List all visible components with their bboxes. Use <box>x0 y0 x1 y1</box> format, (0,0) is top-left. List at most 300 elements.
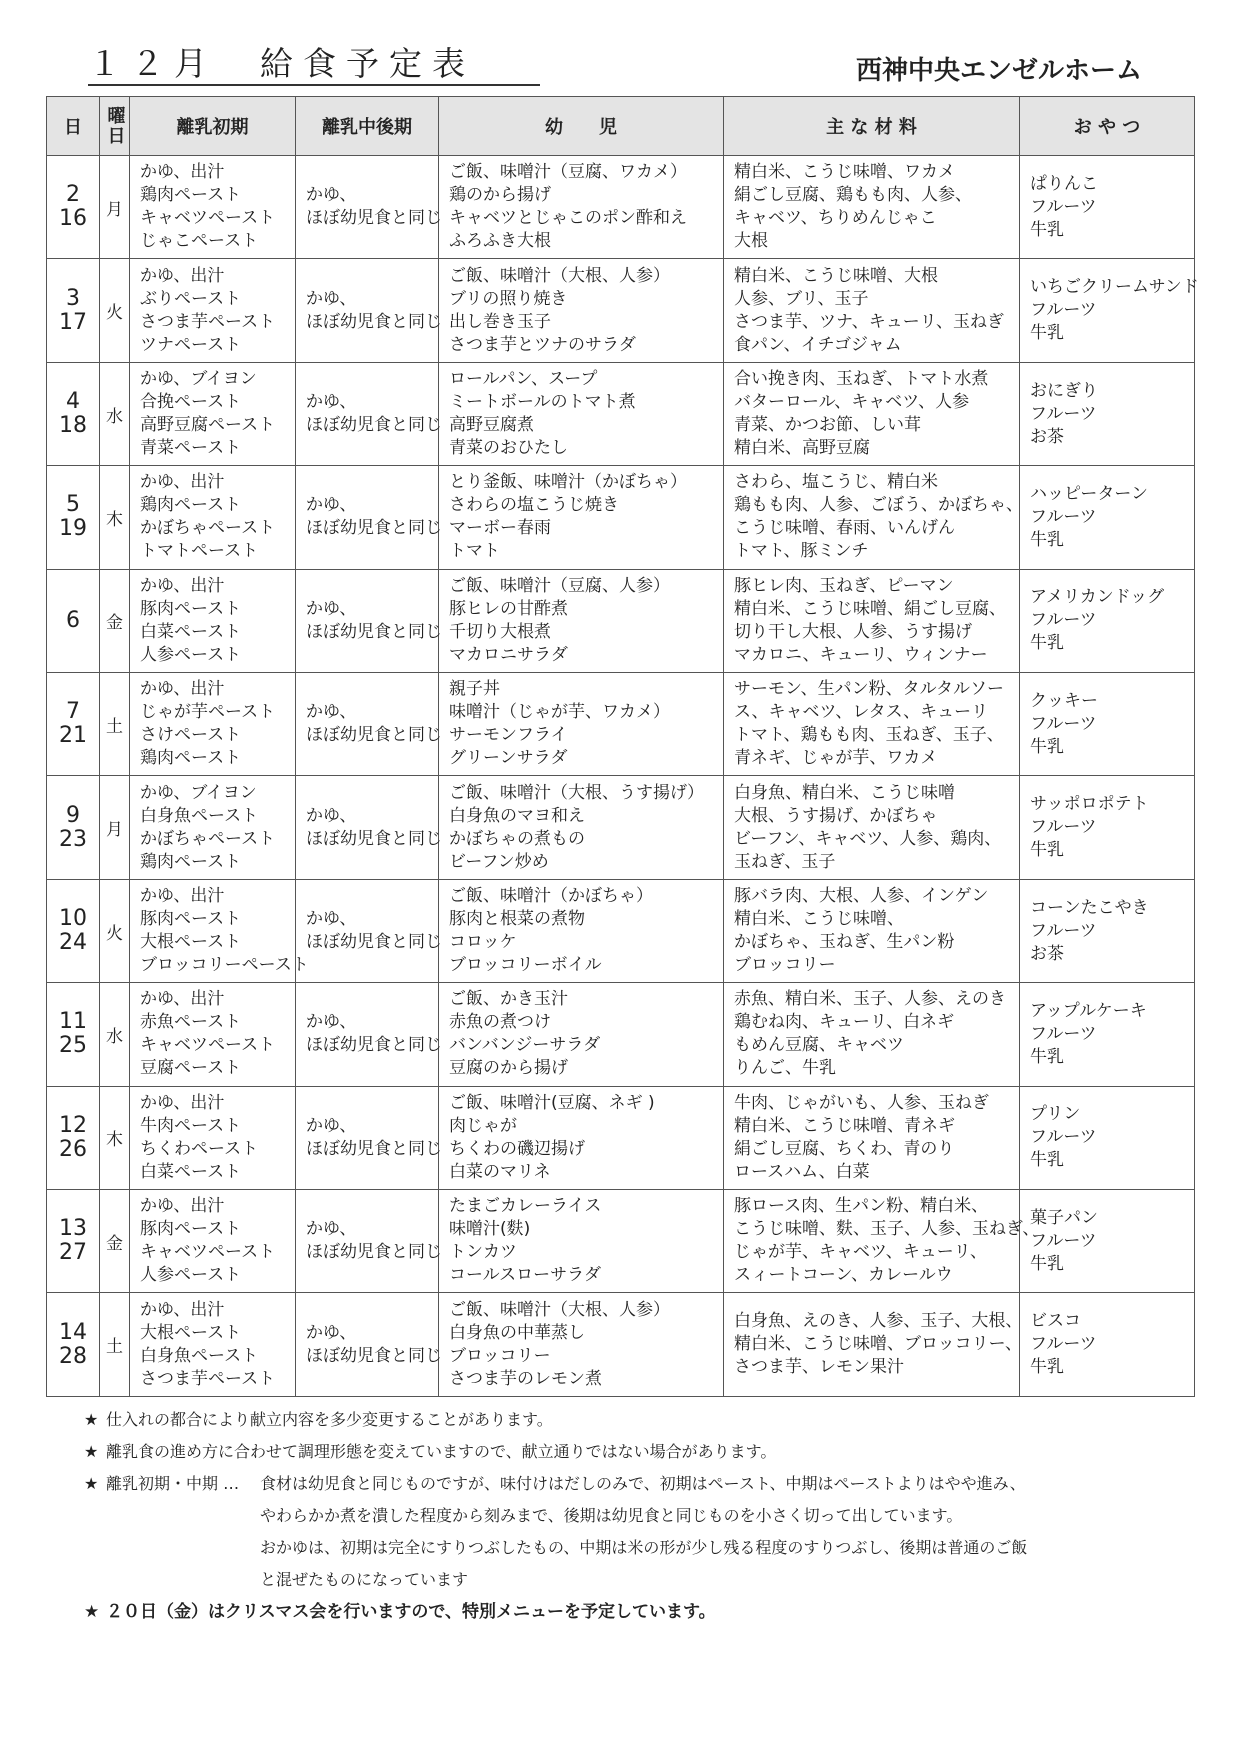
child-menu-cell-line: 豚肉と根菜の煮物 <box>449 909 585 930</box>
star-icon: ★ <box>84 1474 99 1493</box>
child-menu-cell-line: 白菜のマリネ <box>449 1161 551 1182</box>
weaning-early-cell-line: かゆ、出汁 <box>140 1196 225 1217</box>
ingredients-cell <box>724 776 1020 879</box>
ingredients-cell-line: 豚ロース肉、生パン粉、精白米、 <box>734 1196 989 1217</box>
organization-name: 西神中央エンゼルホーム <box>855 56 1142 86</box>
snack-cell-line: フルーツ <box>1030 920 1097 941</box>
snack-cell-line: いちごクリームサンド <box>1030 277 1199 298</box>
ingredients-cell-line: りんご、牛乳 <box>734 1058 836 1079</box>
weaning-early-cell <box>130 362 296 465</box>
child-menu-cell-line: グリーンサラダ <box>449 748 568 769</box>
snack-cell <box>1020 1190 1195 1293</box>
table-row <box>47 466 1195 569</box>
snack-cell-line: お茶 <box>1030 943 1064 964</box>
date-cell <box>47 1086 100 1189</box>
child-menu-cell-line: ロールパン、スープ <box>449 369 598 390</box>
col-header-weaning-early: 離乳初期 <box>130 97 296 156</box>
child-menu-cell-line: ちくわの磯辺揚げ <box>449 1138 585 1159</box>
child-menu-cell-line: コールスローサラダ <box>449 1265 601 1286</box>
child-menu-cell-line: さつま芋のレモン煮 <box>449 1368 602 1389</box>
ingredients-cell <box>724 673 1020 776</box>
snack-cell <box>1020 569 1195 672</box>
weaning-mid-cell-line: ほぼ幼児食と同じ <box>306 1138 442 1159</box>
weekday-cell: 火 <box>100 259 130 362</box>
child-menu-cell-line: 高野豆腐煮 <box>449 415 534 436</box>
weaning-early-cell-line: さけペースト <box>140 725 242 746</box>
col-header-weaning-mid: 離乳中後期 <box>296 97 439 156</box>
child-menu-cell-line: ご飯、味噌汁（大根、人参） <box>449 265 670 286</box>
snack-cell <box>1020 983 1195 1086</box>
weaning-early-cell-line: じゃが芋ペースト <box>140 702 276 723</box>
child-menu-cell <box>439 466 724 569</box>
weaning-early-cell-line: 合挽ペースト <box>140 392 242 413</box>
date-cell <box>47 569 100 672</box>
weaning-early-cell-line: 鶏肉ペースト <box>140 495 242 516</box>
date-cell <box>47 259 100 362</box>
ingredients-cell-line: 精白米、こうじ味噌、絹ごし豆腐、 <box>734 598 1006 619</box>
child-menu-cell-line: キャベツとじゃこのポン酢和え <box>449 208 687 229</box>
date-cell-line: 2 <box>66 182 80 208</box>
snack-cell-line: 牛乳 <box>1030 529 1064 550</box>
ingredients-cell-line: スィートコーン、カレールウ <box>734 1265 953 1286</box>
note-text: 仕入れの都合により献立内容を多少変更することがあります。 <box>106 1410 553 1429</box>
weaning-early-cell-line: かぼちゃペースト <box>140 518 276 539</box>
weaning-mid-cell-line: かゆ、 <box>306 288 357 309</box>
child-menu-cell-line: トンカツ <box>449 1242 517 1263</box>
note-text: 離乳食の進め方に合わせて調理形態を変えていますので、献立通りではない場合があります。 <box>106 1442 777 1461</box>
ingredients-cell-line: さつま芋、ツナ、キューリ、玉ねぎ <box>734 311 1004 332</box>
child-menu-cell <box>439 1293 724 1397</box>
snack-cell-line: アップルケーキ <box>1030 1000 1147 1021</box>
child-menu-cell <box>439 673 724 776</box>
weaning-mid-cell-line: ほぼ幼児食と同じ <box>306 621 442 642</box>
weaning-early-cell-line: トマトペースト <box>140 541 259 562</box>
child-menu-cell-line: ご飯、味噌汁（かぼちゃ） <box>449 886 653 907</box>
menu-body <box>47 156 1199 1397</box>
child-menu-cell <box>439 259 724 362</box>
table-row <box>47 673 1195 776</box>
weekday-cell: 月 <box>100 156 130 259</box>
snack-cell-line: フルーツ <box>1030 403 1097 424</box>
table-row <box>47 569 1195 672</box>
date-cell-line: 27 <box>59 1240 87 1266</box>
child-menu-cell <box>439 983 724 1086</box>
child-menu-cell-line: ご飯、味噌汁（豆腐、ワカメ） <box>449 162 687 183</box>
date-cell-line: 4 <box>66 389 80 415</box>
table-header-row <box>47 97 1195 156</box>
snack-cell-line: クッキー <box>1030 690 1098 711</box>
weaning-mid-cell-line: ほぼ幼児食と同じ <box>306 1345 442 1366</box>
weaning-early-cell-line: ちくわペースト <box>140 1138 259 1159</box>
child-menu-cell-line: マーボー春雨 <box>449 518 551 539</box>
date-cell-line: 5 <box>66 492 80 518</box>
weaning-mid-cell-line: ほぼ幼児食と同じ <box>306 1242 442 1263</box>
ingredients-cell <box>724 1086 1020 1189</box>
weaning-mid-cell <box>296 259 442 362</box>
child-menu-cell-line: コロッケ <box>449 932 517 953</box>
ingredients-cell-line: 絹ごし豆腐、鶏もも肉、人参、 <box>734 185 972 206</box>
weekday-cell: 土 <box>100 1293 130 1397</box>
table-row <box>47 156 1195 259</box>
weaning-early-cell-line: かゆ、出汁 <box>140 886 225 907</box>
weaning-early-cell-line: かゆ、出汁 <box>140 162 225 183</box>
weaning-early-cell-line: ツナペースト <box>140 334 242 355</box>
col-header-date: 日 <box>47 97 100 156</box>
ingredients-cell <box>724 156 1020 259</box>
child-menu-cell-line: トマト <box>449 541 500 562</box>
snack-cell <box>1020 776 1195 879</box>
ingredients-cell-line: 精白米、こうじ味噌、ブロッコリー、 <box>734 1334 1022 1355</box>
child-menu-cell-line: ビーフン炒め <box>449 851 549 872</box>
ingredients-cell-line: 白身魚、精白米、こうじ味噌 <box>734 782 955 803</box>
weaning-early-cell-line: 牛肉ペースト <box>140 1115 242 1136</box>
child-menu-cell-line: かぼちゃの煮もの <box>449 828 585 849</box>
ingredients-cell-line: 赤魚、精白米、玉子、人参、えのき <box>734 989 1006 1010</box>
child-menu-cell-line: ミートボールのトマト煮 <box>449 392 636 413</box>
weaning-early-cell-line: さつま芋ペースト <box>140 311 276 332</box>
date-cell <box>47 673 100 776</box>
ingredients-cell-line: 精白米、こうじ味噌、青ネギ <box>734 1115 955 1136</box>
date-cell-line: 9 <box>66 802 80 828</box>
date-cell-line: 12 <box>59 1112 87 1138</box>
ingredients-cell-line: 鶏もも肉、人参、ごぼう、かぼちゃ、 <box>734 495 1023 516</box>
weaning-mid-cell-line: かゆ、 <box>306 1115 357 1136</box>
snack-cell-line: 牛乳 <box>1030 323 1064 344</box>
snack-cell-line: フルーツ <box>1030 610 1097 631</box>
child-menu-cell-line: ふろふき大根 <box>449 231 551 252</box>
snack-cell-line: フルーツ <box>1030 1023 1097 1044</box>
snack-cell-line: フルーツ <box>1030 817 1097 838</box>
snack-cell-line: サッポロポテト <box>1030 794 1149 815</box>
snack-cell-line: ビスコ <box>1030 1311 1081 1332</box>
weaning-early-cell-line: 大根ペースト <box>140 932 242 953</box>
ingredients-cell-line: 人参、ブリ、玉子 <box>734 288 869 309</box>
ingredients-cell-line: 青菜、かつお節、しい茸 <box>734 415 921 436</box>
ingredients-cell-line: 鶏むね肉、キューリ、白ネギ <box>734 1012 955 1033</box>
date-cell-line: 13 <box>59 1216 87 1242</box>
child-menu-cell <box>439 1190 724 1293</box>
note-4 <box>84 1596 1164 1628</box>
weaning-early-cell-line: さつま芋ペースト <box>140 1368 276 1389</box>
child-menu-cell <box>439 156 724 259</box>
snack-cell <box>1020 879 1195 982</box>
weekday-cell: 金 <box>100 569 130 672</box>
weaning-early-cell-line: キャベツペースト <box>140 1035 276 1056</box>
weaning-early-cell-line: 白菜ペースト <box>140 1161 242 1182</box>
note-text: やわらかか煮を潰した程度から刻みまで、後期は幼児食と同じものを小さく切って出しています。 <box>260 1506 963 1525</box>
child-menu-cell <box>439 569 724 672</box>
ingredients-cell-line: さわら、塩こうじ、精白米 <box>734 472 938 493</box>
snack-cell-line: 牛乳 <box>1030 1253 1064 1274</box>
ingredients-cell-line: ブロッコリー <box>734 955 836 976</box>
weaning-mid-cell <box>296 1293 442 1397</box>
star-icon: ★ <box>84 1602 100 1622</box>
weaning-early-cell <box>130 259 296 362</box>
ingredients-cell-line: ビーフン、キャベツ、人参、鶏肉、 <box>734 828 1002 849</box>
weaning-early-cell-line: 白身魚ペースト <box>140 805 259 826</box>
date-cell-line: 23 <box>59 826 87 852</box>
page-title: １２月 給食予定表 <box>88 44 540 86</box>
snack-cell-line: アメリカンドッグ <box>1030 587 1165 608</box>
snack-cell-line: フルーツ <box>1030 1334 1097 1355</box>
note-2 <box>84 1436 1164 1468</box>
child-menu-cell-line: ブリの照り焼き <box>449 288 568 309</box>
weaning-early-cell-line: 鶏肉ペースト <box>140 185 242 206</box>
ingredients-cell-line: 精白米、こうじ味噌、 <box>734 909 904 930</box>
date-cell <box>47 879 100 982</box>
weaning-early-cell-line: 人参ペースト <box>140 644 242 665</box>
weaning-early-cell-line: 青菜ペースト <box>140 438 242 459</box>
date-cell-line: 19 <box>59 516 87 542</box>
table-row <box>47 1190 1195 1293</box>
weaning-mid-cell-line: かゆ、 <box>306 1322 357 1343</box>
ingredients-cell-line: 豚バラ肉、大根、人参、インゲン <box>734 886 989 907</box>
weekday-cell: 水 <box>100 362 130 465</box>
weaning-early-cell-line: かゆ、出汁 <box>140 472 225 493</box>
weaning-mid-cell <box>296 362 442 465</box>
date-cell-line: 17 <box>59 309 87 335</box>
snack-cell <box>1020 466 1195 569</box>
child-menu-cell-line: 肉じゃが <box>449 1115 517 1136</box>
snack-cell-line: プリン <box>1030 1104 1081 1125</box>
ingredients-cell-line: 牛肉、じゃがいも、人参、玉ねぎ <box>734 1092 989 1113</box>
date-cell-line: 7 <box>66 699 80 725</box>
ingredients-cell-line: トマト、鶏もも肉、玉ねぎ、玉子、 <box>734 725 1004 746</box>
child-menu-cell-line: ご飯、味噌汁（大根、人参） <box>449 1299 670 1320</box>
ingredients-cell <box>724 569 1020 672</box>
date-cell <box>47 776 100 879</box>
snack-cell <box>1020 362 1195 465</box>
weaning-mid-cell <box>296 1190 442 1293</box>
weaning-mid-cell <box>296 776 442 879</box>
weaning-mid-cell-line: ほぼ幼児食と同じ <box>306 1035 442 1056</box>
date-cell <box>47 362 100 465</box>
weaning-early-cell-line: 鶏肉ペースト <box>140 851 242 872</box>
snack-cell-line: 菓子パン <box>1030 1207 1098 1228</box>
table-row <box>47 362 1195 465</box>
ingredients-cell-line: 青ネギ、じゃが芋、ワカメ <box>734 748 938 769</box>
child-menu-cell-line: ご飯、味噌汁（大根、うす揚げ） <box>449 782 704 803</box>
date-cell-line: 26 <box>59 1136 87 1162</box>
snack-cell-line: フルーツ <box>1030 1127 1097 1148</box>
weekday-cell: 木 <box>100 466 130 569</box>
snack-cell-line: 牛乳 <box>1030 1150 1064 1171</box>
weaning-mid-cell-line: ほぼ幼児食と同じ <box>306 725 442 746</box>
weaning-early-cell-line: かゆ、出汁 <box>140 575 225 596</box>
weaning-early-cell <box>130 156 296 259</box>
weaning-early-cell <box>130 673 296 776</box>
date-cell-line: 6 <box>66 607 80 633</box>
date-cell <box>47 156 100 259</box>
weaning-early-cell <box>130 1086 296 1189</box>
date-cell <box>47 1293 100 1397</box>
snack-cell-line: お茶 <box>1030 426 1064 447</box>
ingredients-cell <box>724 1190 1040 1293</box>
snack-cell-line: 牛乳 <box>1030 1357 1064 1378</box>
date-cell-line: 11 <box>59 1009 87 1035</box>
snack-cell-line: フルーツ <box>1030 713 1097 734</box>
weaning-mid-cell-line: ほぼ幼児食と同じ <box>306 415 442 436</box>
date-cell-line: 24 <box>59 930 87 956</box>
weaning-mid-cell-line: かゆ、 <box>306 1219 357 1240</box>
star-icon: ★ <box>84 1442 99 1461</box>
child-menu-cell-line: 赤魚の煮つけ <box>449 1012 551 1033</box>
ingredients-cell <box>724 983 1020 1086</box>
note-text: と混ぜたものになっています <box>260 1570 469 1589</box>
weaning-early-cell-line: かぼちゃペースト <box>140 828 276 849</box>
snack-cell-line: フルーツ <box>1030 506 1097 527</box>
ingredients-cell-line: 玉ねぎ、玉子 <box>734 851 836 872</box>
weaning-early-cell-line: じゃこペースト <box>140 231 259 252</box>
snack-cell-line: ハッピーターン <box>1030 483 1148 504</box>
snack-cell <box>1020 1293 1195 1397</box>
weaning-mid-cell <box>296 673 442 776</box>
child-menu-cell-line: ブロッコリーボイル <box>449 955 602 976</box>
note-3 <box>84 1468 1164 1500</box>
ingredients-cell-line: ス、キャベツ、レタス、キューリ <box>734 702 989 723</box>
table-row <box>47 1293 1195 1397</box>
note-label: 離乳初期・中期 … <box>106 1474 240 1493</box>
date-cell-line: 14 <box>59 1319 87 1345</box>
weaning-early-cell-line: かゆ、出汁 <box>140 989 225 1010</box>
snack-cell <box>1020 1086 1195 1189</box>
snack-cell-line: フルーツ <box>1030 300 1097 321</box>
child-menu-cell-line: ブロッコリー <box>449 1345 551 1366</box>
child-menu-cell-line: ご飯、味噌汁（豆腐、人参） <box>449 575 670 596</box>
date-cell-line: 21 <box>59 723 87 749</box>
child-menu-cell <box>439 776 724 879</box>
snack-cell-line: 牛乳 <box>1030 840 1064 861</box>
date-cell-line: 25 <box>59 1033 87 1059</box>
weaning-early-cell-line: かゆ、出汁 <box>140 265 225 286</box>
weaning-mid-cell <box>296 466 442 569</box>
weaning-mid-cell <box>296 1086 442 1189</box>
ingredients-cell-line: こうじ味噌、麩、玉子、人参、玉ねぎ、 <box>734 1219 1040 1240</box>
ingredients-cell-line: 精白米、こうじ味噌、ワカメ <box>734 162 955 183</box>
col-header-ingredients: 主 な 材 料 <box>724 97 1020 156</box>
weaning-early-cell-line: 豚肉ペースト <box>140 598 242 619</box>
weaning-early-cell-line: 白身魚ペースト <box>140 1345 259 1366</box>
child-menu-cell-line: 出し巻き玉子 <box>449 311 551 332</box>
star-icon: ★ <box>84 1410 99 1429</box>
snack-cell-line: ぱりんこ <box>1030 173 1098 194</box>
child-menu-cell-line: 鶏のから揚げ <box>449 185 551 206</box>
table-row <box>47 1086 1195 1189</box>
child-menu-cell-line: 千切り大根煮 <box>449 621 551 642</box>
weaning-mid-cell-line: ほぼ幼児食と同じ <box>306 828 442 849</box>
snack-cell-line: フルーツ <box>1030 196 1097 217</box>
col-header-snack: お や つ <box>1020 97 1195 156</box>
weaning-mid-cell <box>296 983 442 1086</box>
weaning-mid-cell <box>296 156 442 259</box>
note-text: ２０日（金）はクリスマス会を行いますので、特別メニューを予定しています。 <box>106 1602 716 1622</box>
child-menu-cell-line: サーモンフライ <box>449 725 568 746</box>
weaning-early-cell-line: かゆ、ブイヨン <box>140 782 257 803</box>
weaning-mid-cell-line: かゆ、 <box>306 702 357 723</box>
notes-section <box>84 1404 1164 1628</box>
table-row <box>47 776 1195 879</box>
weaning-early-cell-line: 人参ペースト <box>140 1265 242 1286</box>
child-menu-cell-line: たまごカレーライス <box>449 1196 602 1217</box>
ingredients-cell-line: 合い挽き肉、玉ねぎ、トマト水煮 <box>734 369 989 390</box>
weaning-early-cell-line: ぶりペースト <box>140 288 242 309</box>
weaning-early-cell-line: キャベツペースト <box>140 1242 276 1263</box>
child-menu-cell-line: さつま芋とツナのサラダ <box>449 334 636 355</box>
ingredients-cell-line: こうじ味噌、春雨、いんげん <box>734 518 955 539</box>
weaning-early-cell <box>130 1293 296 1397</box>
note-3-cont <box>84 1500 1164 1532</box>
weaning-mid-cell-line: ほぼ幼児食と同じ <box>306 932 442 953</box>
date-cell-line: 18 <box>59 413 87 439</box>
weaning-early-cell-line: キャベツペースト <box>140 208 276 229</box>
weaning-mid-cell-line: かゆ、 <box>306 909 357 930</box>
ingredients-cell <box>724 879 1020 982</box>
date-cell-line: 28 <box>59 1343 87 1369</box>
weekday-cell: 水 <box>100 983 130 1086</box>
weekday-cell: 火 <box>100 879 130 982</box>
snack-cell-line: おにぎり <box>1030 380 1098 401</box>
table-row <box>47 879 1195 982</box>
weaning-mid-cell-line: ほぼ幼児食と同じ <box>306 518 442 539</box>
weaning-early-cell-line: 豚肉ペースト <box>140 909 242 930</box>
weekday-cell: 土 <box>100 673 130 776</box>
ingredients-cell <box>724 259 1020 362</box>
weaning-mid-cell-line: かゆ、 <box>306 805 357 826</box>
date-cell <box>47 983 100 1086</box>
weaning-early-cell-line: 豚肉ペースト <box>140 1219 242 1240</box>
date-cell <box>47 1190 100 1293</box>
weaning-early-cell-line: 高野豆腐ペースト <box>140 415 276 436</box>
col-header-weekday: 曜日 <box>100 97 130 156</box>
date-cell-line: 10 <box>59 906 87 932</box>
date-cell <box>47 466 100 569</box>
weaning-early-cell-line: かゆ、出汁 <box>140 679 225 700</box>
ingredients-cell-line: もめん豆腐、キャベツ <box>734 1035 904 1056</box>
snack-cell-line: コーンたこやき <box>1030 897 1149 918</box>
weaning-early-cell-line: 白菜ペースト <box>140 621 242 642</box>
ingredients-cell-line: かぼちゃ、玉ねぎ、生パン粉 <box>734 932 955 953</box>
weaning-mid-cell <box>296 569 442 672</box>
weaning-mid-cell-line: ほぼ幼児食と同じ <box>306 311 442 332</box>
weaning-early-cell-line: かゆ、ブイヨン <box>140 369 257 390</box>
ingredients-cell-line: 食パン、イチゴジャム <box>734 334 902 355</box>
child-menu-cell-line: 豚ヒレの甘酢煮 <box>449 598 568 619</box>
weaning-early-cell-line: かゆ、出汁 <box>140 1299 225 1320</box>
ingredients-cell-line: 切り干し大根、人参、うす揚げ <box>734 621 972 642</box>
ingredients-cell-line: バターロール、キャベツ、人参 <box>734 392 970 413</box>
weaning-mid-cell-line: かゆ、 <box>306 185 357 206</box>
note-1 <box>84 1404 1164 1436</box>
snack-cell-line: 牛乳 <box>1030 1046 1064 1067</box>
snack-cell-line: フルーツ <box>1030 1230 1097 1251</box>
child-menu-cell-line: 味噌汁(麩) <box>449 1219 531 1240</box>
weaning-early-cell <box>130 879 309 982</box>
weaning-early-cell-line: 大根ペースト <box>140 1322 242 1343</box>
weaning-mid-cell-line: かゆ、 <box>306 392 357 413</box>
weaning-early-cell-line: かゆ、出汁 <box>140 1092 225 1113</box>
ingredients-cell-line: サーモン、生パン粉、タルタルソー <box>734 679 1004 700</box>
menu-table <box>46 96 1199 1397</box>
snack-cell-line: 牛乳 <box>1030 736 1064 757</box>
table-row <box>47 983 1195 1086</box>
child-menu-cell-line: 豆腐のから揚げ <box>449 1058 568 1079</box>
child-menu-cell-line: 白身魚の中華蒸し <box>449 1322 585 1343</box>
snack-cell <box>1020 156 1195 259</box>
weaning-early-cell <box>130 983 296 1086</box>
ingredients-cell-line: じゃが芋、キャベツ、キューリ、 <box>734 1242 987 1263</box>
note-text: 食材は幼児食と同じものですが、味付けはだしのみで、初期はペースト、中期はペーストよりはやや進み、 <box>260 1474 1026 1493</box>
child-menu-cell <box>439 879 724 982</box>
